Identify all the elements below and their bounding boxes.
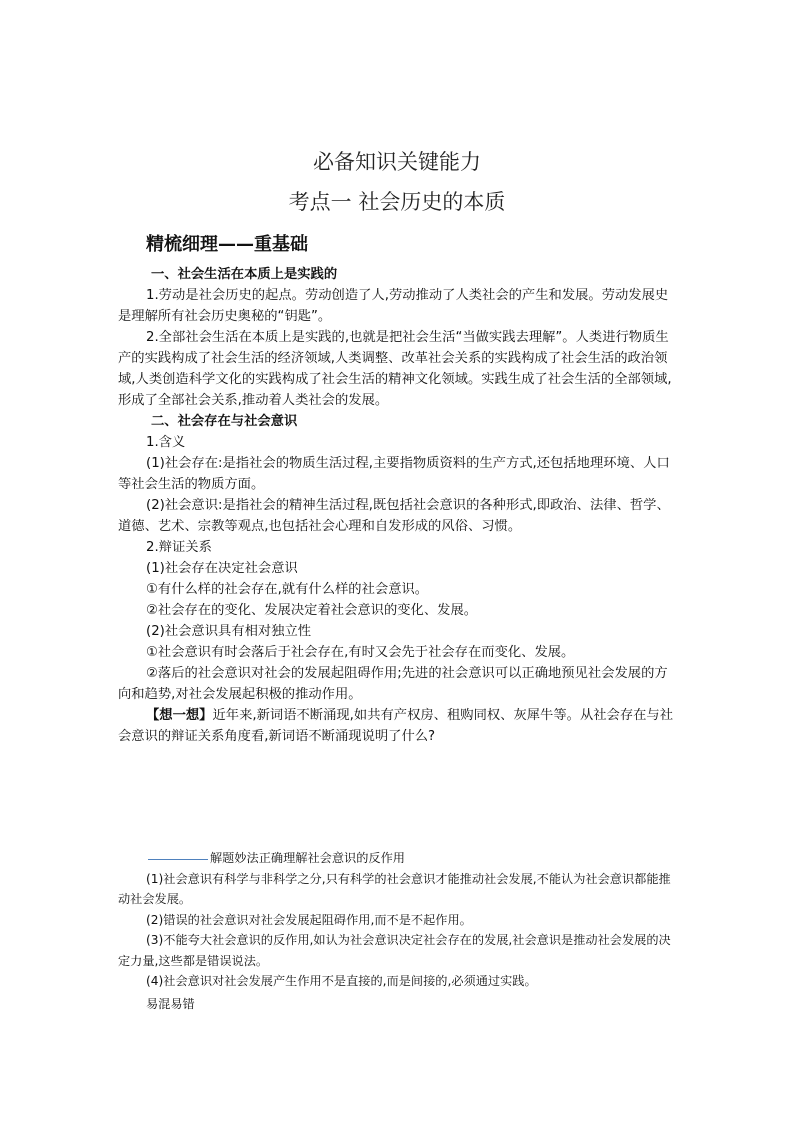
page-title: 必备知识关键能力 xyxy=(313,150,481,174)
think-label: 【想一想】 xyxy=(146,708,213,723)
point-1a: ①有什么样的社会存在,就有什么样的社会意识。 xyxy=(146,582,429,597)
subheading-meaning: 1.含义 xyxy=(146,435,186,450)
point-existence-determines: (1)社会存在决定社会意识 xyxy=(146,561,298,576)
tips-box xyxy=(118,848,674,1014)
tips-heading: 解题妙法正确理解社会意识的反作用 xyxy=(210,851,405,865)
main-content xyxy=(118,264,674,747)
think-text: 近年来,新词语不断涌现,如共有产权房、租购同权、灰犀牛等。从社会存在与社会意识的辩证关系角度看,新词语不断涌现说明了什么? xyxy=(118,708,674,744)
paragraph-labor: 1.劳动是社会历史的起点。劳动创造了人,劳动推动了人类社会的产生和发展。劳动发展史是理解所有社会历史奥秘的“钥匙”。 xyxy=(118,288,669,324)
page-subtitle: 考点一 社会历史的本质 xyxy=(288,190,506,214)
section-heading: 精梳细理——重基础 xyxy=(146,234,308,255)
think-paragraph xyxy=(118,705,674,747)
point-relative-independence: (2)社会意识具有相对独立性 xyxy=(146,624,312,639)
tip-item: (1)社会意识有科学与非科学之分,只有科学的社会意识才能推动社会发展,不能认为社会意识都能推动社会发展。 xyxy=(118,871,671,906)
paragraph-practice: 2.全部社会生活在本质上是实践的,也就是把社会生活“当做实践去理解”。人类进行物质生产的实践构成了社会生活的经济领域,人类调整、改革社会关系的实践构成了社会生活的政治领域,人类创造科学文化的实践构成了社会生活的精神文化领域。实践生成了社会生活的全部领域,形成了全部社会关系,推动着人类社会的发展。 xyxy=(118,330,672,408)
paragraph-social-consciousness: (2)社会意识:是指社会的精神生活过程,既包括社会意识的各种形式,即政治、法律、哲学、道德、艺术、宗教等观点,也包括社会心理和自发形成的风俗、习惯。 xyxy=(118,498,670,534)
heading-existence-consciousness: 二、社会存在与社会意识 xyxy=(151,414,298,429)
tip-item: (4)社会意识对社会发展产生作用不是直接的,而是间接的,必须通过实践。 xyxy=(146,974,537,988)
point-2a: ①社会意识有时会落后于社会存在,有时又会先于社会存在而变化、发展。 xyxy=(146,645,575,660)
subheading-dialectic: 2.辩证关系 xyxy=(146,540,212,555)
tip-item: (3)不能夸大社会意识的反作用,如认为社会意识决定社会存在的发展,社会意识是推动社会发展的决定力量,这些都是错误说法。 xyxy=(118,933,671,968)
tip-underline-rule xyxy=(148,859,208,860)
point-1b: ②社会存在的变化、发展决定着社会意识的变化、发展。 xyxy=(146,603,478,618)
tips-heading-row xyxy=(118,848,674,869)
confusion-heading: 易混易错 xyxy=(146,996,195,1011)
point-2b: ②落后的社会意识对社会的发展起阻碍作用;先进的社会意识可以正确地预见社会发展的方向和趋势,对社会发展起积极的推动作用。 xyxy=(118,666,668,702)
paragraph-social-existence: (1)社会存在:是指社会的物质生活过程,主要指物质资料的生产方式,还包括地理环境、人口等社会生活的物质方面。 xyxy=(118,456,670,492)
heading-practice: 一、社会生活在本质上是实践的 xyxy=(151,267,338,282)
tip-item: (2)错误的社会意识对社会发展起阻碍作用,而不是不起作用。 xyxy=(146,912,472,927)
